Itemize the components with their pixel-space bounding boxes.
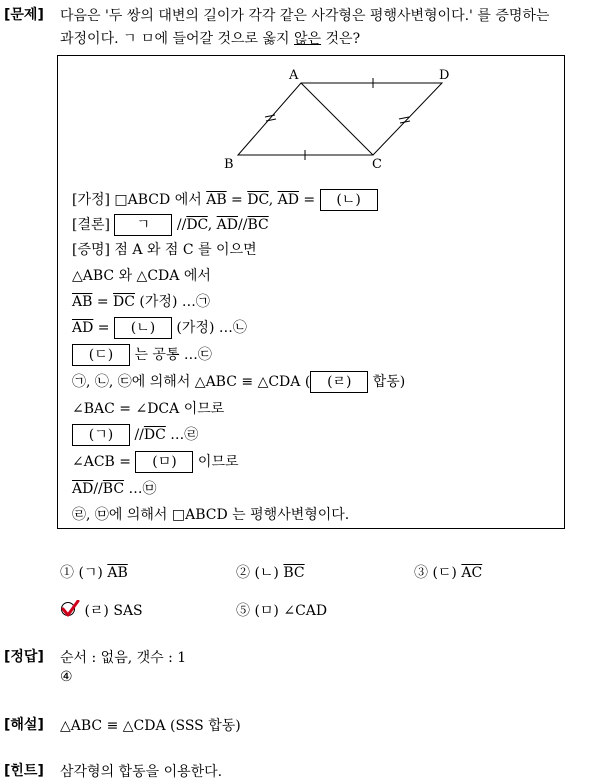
problem-line1: 다음은 '두 쌍의 대변의 길이가 각각 같은 사각형은 평행사변형이다.' 를 증명하는 <box>60 8 550 24</box>
blank-g: ㄱ <box>114 214 172 236</box>
proof-step4: ㉠, ㉡, ㉢에 의해서 △ABC ≡ △CDA ( (ㄹ) 합동) <box>72 371 405 393</box>
proof-given: [가정] □ABCD 에서 $\overline{AB} = \overline{DC}$, $\overline{AD}$ = (ㄴ) <box>72 189 378 211</box>
choice-1[interactable]: ① (ㄱ) $\overline{AB}$ <box>60 565 128 581</box>
proof-step7: ∠ACB = (ㅁ) 이므로 <box>72 451 239 473</box>
parallelogram-diagram <box>58 56 564 176</box>
proof-step3: (ㄷ) 는 공통 …㉢ <box>72 344 212 366</box>
label-c: C <box>372 157 382 172</box>
proof-triangles: △ABC 와 △CDA 에서 <box>72 268 211 284</box>
problem-line2: 과정이다. ㄱ ㅁ에 들어갈 것으로 옳지 않은 것은? <box>60 31 361 47</box>
checkmark-icon <box>60 600 80 618</box>
label-a: A <box>289 68 299 83</box>
parallelogram-shape <box>238 83 442 155</box>
tick-ab-1 <box>265 115 275 117</box>
proof-start: [증명] 점 A 와 점 C 를 이으면 <box>72 242 257 258</box>
hint-tag: [힌트] <box>4 763 44 779</box>
proof-step1: $\overline{AB} = \overline{DC}$ (가정) …㉠ <box>72 294 210 310</box>
blank-n: (ㄴ) <box>320 189 378 211</box>
answer-line1: 순서 : 없음, 갯수 : 1 <box>60 650 187 666</box>
proof-step5: ∠BAC = ∠DCA 이므로 <box>72 401 225 417</box>
explanation-tag: [해설] <box>4 717 44 733</box>
choice-5[interactable]: ⑤ (ㅁ) ∠CAD <box>236 603 328 619</box>
tick-ab-2 <box>266 119 276 121</box>
proof-step2: $\overline{AD}$ = (ㄴ) (가정) …㉡ <box>72 317 247 339</box>
proof-step8: $\overline{AD}//\overline{BC}$ …㉤ <box>72 481 157 497</box>
answer-line2: ④ <box>60 669 73 685</box>
hint-text: 삼각형의 합동을 이용한다. <box>60 764 223 780</box>
proof-step6: (ㄱ) $//\overline{DC}$ …㉣ <box>72 424 198 446</box>
blank-d: (ㄷ) <box>72 344 130 366</box>
underlined-word: 않은 <box>294 31 322 47</box>
choice-4[interactable]: (ㄹ) SAS <box>60 600 143 620</box>
blank-n-2: (ㄴ) <box>114 317 172 339</box>
proof-conclusion-line: ㉣, ㉤에 의해서 □ABCD 는 평행사변형이다. <box>72 507 350 523</box>
choice-3[interactable]: ③ (ㄷ) $\overline{AC}$ <box>414 565 483 581</box>
choice-2[interactable]: ② (ㄴ) $\overline{BC}$ <box>236 565 305 581</box>
problem-tag: [문제] <box>4 7 44 23</box>
label-d: D <box>439 68 450 83</box>
proof-conclusion: [결론] ㄱ $//\overline{DC}$, $\overline{AD}//\overline{BC}$ <box>72 214 269 236</box>
blank-g-2: (ㄱ) <box>72 424 130 446</box>
explanation-text: △ABC ≡ △CDA (SSS 합동) <box>60 718 241 734</box>
answer-tag: [정답] <box>4 649 44 665</box>
blank-r: (ㄹ) <box>310 371 368 393</box>
diagonal-ac <box>301 83 373 155</box>
blank-m: (ㅁ) <box>135 451 193 473</box>
label-b: B <box>224 157 234 172</box>
